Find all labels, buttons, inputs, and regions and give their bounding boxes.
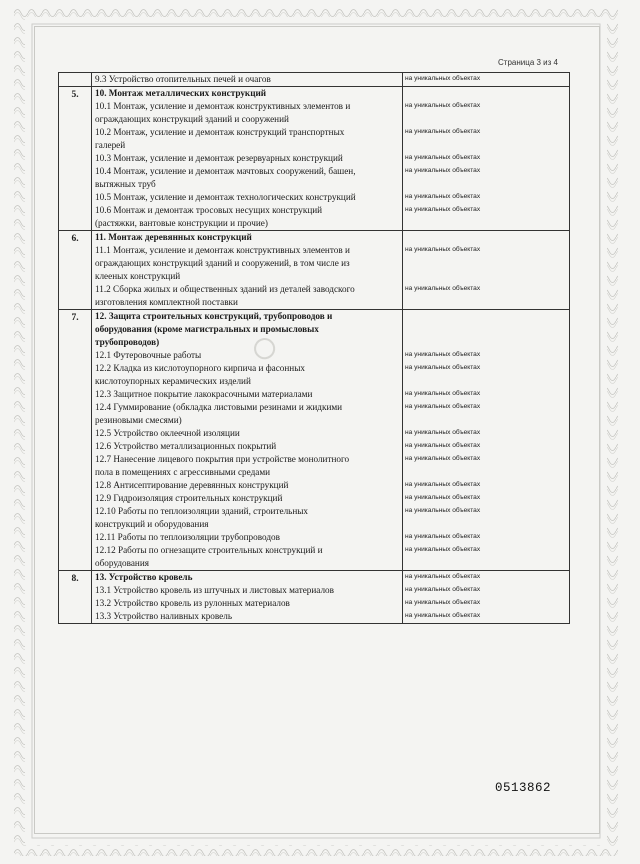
work-item-line: пола в помещениях с агрессивными средами	[95, 467, 271, 477]
object-type-note	[403, 87, 569, 100]
work-item-line: 13.1 Устройство кровель из штучных и листовых материалов	[95, 585, 334, 595]
serial-number: 0513862	[495, 781, 552, 795]
object-type-note: на уникальных объектах	[405, 481, 481, 488]
works-table	[58, 72, 570, 624]
object-type-note: на уникальных объектах	[405, 599, 481, 606]
object-type-note	[403, 178, 569, 191]
table-row	[59, 87, 570, 231]
work-type-cell	[92, 571, 403, 624]
row-number: 6.	[59, 231, 92, 310]
object-type-note	[403, 139, 569, 152]
work-item-line: конструкций и оборудования	[95, 519, 209, 529]
object-type-note	[403, 557, 569, 570]
work-item-line: 12.9 Гидроизоляция строительных конструкций	[95, 493, 283, 503]
object-type-note: на уникальных объектах	[405, 128, 481, 135]
row-number: 5.	[59, 87, 92, 231]
object-type-note: на уникальных объектах	[405, 573, 481, 580]
object-type-cell	[403, 571, 570, 624]
object-type-note: на уникальных объектах	[405, 586, 481, 593]
object-type-note	[403, 466, 569, 479]
work-item-line: 12.6 Устройство металлизационных покрытий	[95, 441, 277, 451]
work-item-line: 10.4 Монтаж, усиление и демонтаж мачтовых сооружений, башен,	[95, 166, 356, 176]
object-type-note: на уникальных объектах	[405, 167, 481, 174]
work-item-line: 12.7 Нанесение лицевого покрытия при устройстве монолитного	[95, 454, 350, 464]
work-item-line: 12.3 Защитное покрытие лакокрасочными материалами	[95, 389, 313, 399]
work-item-line: изготовления комплектной поставки	[95, 297, 238, 307]
row-number: 8.	[59, 571, 92, 624]
work-item-line: 12.1 Футеровочные работы	[95, 350, 202, 360]
row-number	[59, 73, 92, 87]
object-type-note	[403, 113, 569, 126]
object-type-note: на уникальных объектах	[405, 612, 481, 619]
background-watermark: ○	[246, 319, 283, 376]
work-item-line: галерей	[95, 140, 126, 150]
section-heading-line: 12. Защита строительных конструкций, трубопроводов и	[95, 311, 333, 321]
object-type-note	[403, 296, 569, 309]
work-item-line: ограждающих конструкций зданий и сооружений, в том числе из	[95, 258, 350, 268]
object-type-note: на уникальных объектах	[405, 442, 481, 449]
work-item-line: 12.12 Работы по огнезащите строительных конструкций и	[95, 545, 323, 555]
section-heading-line: оборудования (кроме магистральных и промысловых	[95, 324, 319, 334]
object-type-note: на уникальных объектах	[405, 533, 481, 540]
table-row	[59, 73, 570, 87]
object-type-note	[403, 310, 569, 323]
object-type-cell	[403, 73, 570, 87]
work-type-cell	[92, 231, 403, 310]
work-item-line: 10.1 Монтаж, усиление и демонтаж конструктивных элементов и	[95, 101, 351, 111]
work-type-cell	[92, 73, 403, 87]
object-type-note: на уникальных объектах	[405, 154, 481, 161]
object-type-note	[403, 231, 569, 244]
object-type-note: на уникальных объектах	[405, 193, 481, 200]
work-item-line: 12.11 Работы по теплоизоляции трубопроводов	[95, 532, 280, 542]
page-number: Страница 3 из 4	[498, 58, 558, 67]
work-item-line: (растяжки, вантовые конструкции и прочие)	[95, 218, 268, 228]
object-type-note	[403, 336, 569, 349]
work-item-line: 10.3 Монтаж, усиление и демонтаж резервуарных конструкций	[95, 153, 343, 163]
object-type-note	[403, 323, 569, 336]
object-type-note	[403, 518, 569, 531]
object-type-note	[403, 375, 569, 388]
object-type-note: на уникальных объектах	[405, 102, 481, 109]
work-item-line: кислотоупорных керамических изделий	[95, 376, 251, 386]
object-type-note: на уникальных объектах	[405, 546, 481, 553]
section-heading-line: 11. Монтаж деревянных конструкций	[95, 232, 252, 242]
object-type-note: на уникальных объектах	[405, 75, 481, 82]
work-item-line: 10.5 Монтаж, усиление и демонтаж технологических конструкций	[95, 192, 356, 202]
work-item-line: 11.2 Сборка жилых и общественных зданий из деталей заводского	[95, 284, 355, 294]
work-item-line: 12.4 Гуммирование (обкладка листовыми резинами и жидкими	[95, 402, 343, 412]
work-item-line: 12.8 Антисептирование деревянных конструкций	[95, 480, 289, 490]
object-type-note: на уникальных объектах	[405, 494, 481, 501]
object-type-note	[403, 257, 569, 270]
section-heading-line: 13. Устройство кровель	[95, 572, 193, 582]
object-type-cell	[403, 87, 570, 231]
work-item-line: вытяжных труб	[95, 179, 156, 189]
work-item-line: 13.3 Устройство наливных кровель	[95, 611, 233, 621]
work-item-line: ограждающих конструкций зданий и сооружений	[95, 114, 289, 124]
object-type-note: на уникальных объектах	[405, 364, 481, 371]
object-type-note: на уникальных объектах	[405, 206, 481, 213]
object-type-note: на уникальных объектах	[405, 403, 481, 410]
work-type-cell	[92, 87, 403, 231]
work-item-line: 10.2 Монтаж, усиление и демонтаж конструкций транспортных	[95, 127, 345, 137]
section-heading-line: трубопроводов)	[95, 337, 160, 347]
work-item-line: 10.6 Монтаж и демонтаж тросовых несущих конструкций	[95, 205, 323, 215]
object-type-note: на уникальных объектах	[405, 429, 481, 436]
object-type-note: на уникальных объектах	[405, 390, 481, 397]
object-type-note: на уникальных объектах	[405, 455, 481, 462]
object-type-note	[403, 217, 569, 230]
table-row	[59, 231, 570, 310]
table-row	[59, 571, 570, 624]
object-type-cell	[403, 231, 570, 310]
work-item-line: 12.5 Устройство оклеечной изоляции	[95, 428, 240, 438]
work-item-line: оборудования	[95, 558, 149, 568]
object-type-note	[403, 414, 569, 427]
object-type-cell	[403, 310, 570, 571]
object-type-note: на уникальных объектах	[405, 507, 481, 514]
work-item-line: 12.2 Кладка из кислотоупорного кирпича и фасонных	[95, 363, 305, 373]
work-item-line: 13.2 Устройство кровель из рулонных материалов	[95, 598, 290, 608]
work-item-line: 9.3 Устройство отопительных печей и очагов	[95, 74, 271, 84]
row-number: 7.	[59, 310, 92, 571]
work-item-line: резиновыми смесями)	[95, 415, 182, 425]
object-type-note: на уникальных объектах	[405, 246, 481, 253]
object-type-note: на уникальных объектах	[405, 285, 481, 292]
table-row	[59, 310, 570, 571]
work-type-cell	[92, 310, 403, 571]
section-heading-line: 10. Монтаж металлических конструкций	[95, 88, 267, 98]
work-item-line: клееных конструкций	[95, 271, 181, 281]
object-type-note	[403, 270, 569, 283]
work-item-line: 12.10 Работы по теплоизоляции зданий, строительных	[95, 506, 309, 516]
object-type-note: на уникальных объектах	[405, 351, 481, 358]
work-item-line: 11.1 Монтаж, усиление и демонтаж конструктивных элементов и	[95, 245, 350, 255]
